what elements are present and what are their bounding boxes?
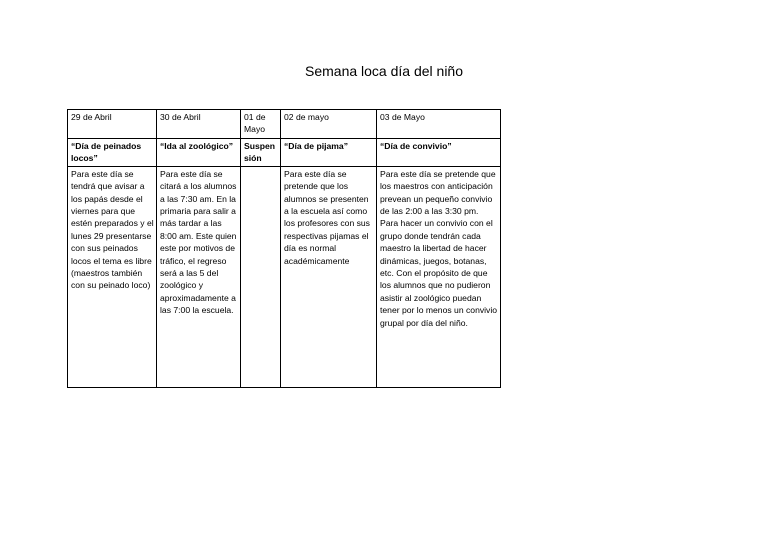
- description-cell: Para este día se tendrá que avisar a los papás desde el viernes para que estén preparados y el lunes 29 presentarse con sus peinados locos el tema es libre (maestros también con su peinado loco): [68, 166, 157, 387]
- date-cell: 29 de Abril: [68, 110, 157, 139]
- date-cell: 02 de mayo: [281, 110, 377, 139]
- description-cell: [241, 166, 281, 387]
- table-row-descriptions: [68, 166, 501, 387]
- description-cell: Para este día se pretende que los alumnos se presenten a la escuela así como los profesores con sus respectivas pijamas el día es normal académicamente: [281, 166, 377, 387]
- theme-cell: “Día de pijama”: [281, 139, 377, 167]
- page-title: [0, 63, 768, 79]
- date-cell: 01 de Mayo: [241, 110, 281, 139]
- description-cell: Para este día se citará a los alumnos a las 7:30 am. En la primaria para salir a más tardar a las 8:00 am. Este quien este por motivos de tráfico, el regreso será a las 5 del zoológico y aproximadamente a las 7:00 la escuela.: [157, 166, 241, 387]
- date-cell: 30 de Abril: [157, 110, 241, 139]
- table-row-dates: [68, 110, 501, 139]
- theme-cell: “Día de peinados locos”: [68, 139, 157, 167]
- table-row-themes: [68, 139, 501, 167]
- theme-cell: Suspensión: [241, 139, 281, 167]
- theme-cell: “Día de convivio”: [377, 139, 501, 167]
- page-title-text: Semana loca día del niño: [305, 63, 463, 79]
- schedule-table: [67, 109, 501, 388]
- date-cell: 03 de Mayo: [377, 110, 501, 139]
- description-cell: Para este día se pretende que los maestros con anticipación prevean un pequeño convivio de las 2:00 a las 3:30 pm. Para hacer un convivio con el grupo donde tendrán cada maestro la libertad de hacer dinámicas, juegos, botanas, etc. Con el propósito de que los alumnos que no pudieron asistir al zoológico puedan tener por lo menos un convivio grupal por día del niño.: [377, 166, 501, 387]
- theme-cell: “Ida al zoológico”: [157, 139, 241, 167]
